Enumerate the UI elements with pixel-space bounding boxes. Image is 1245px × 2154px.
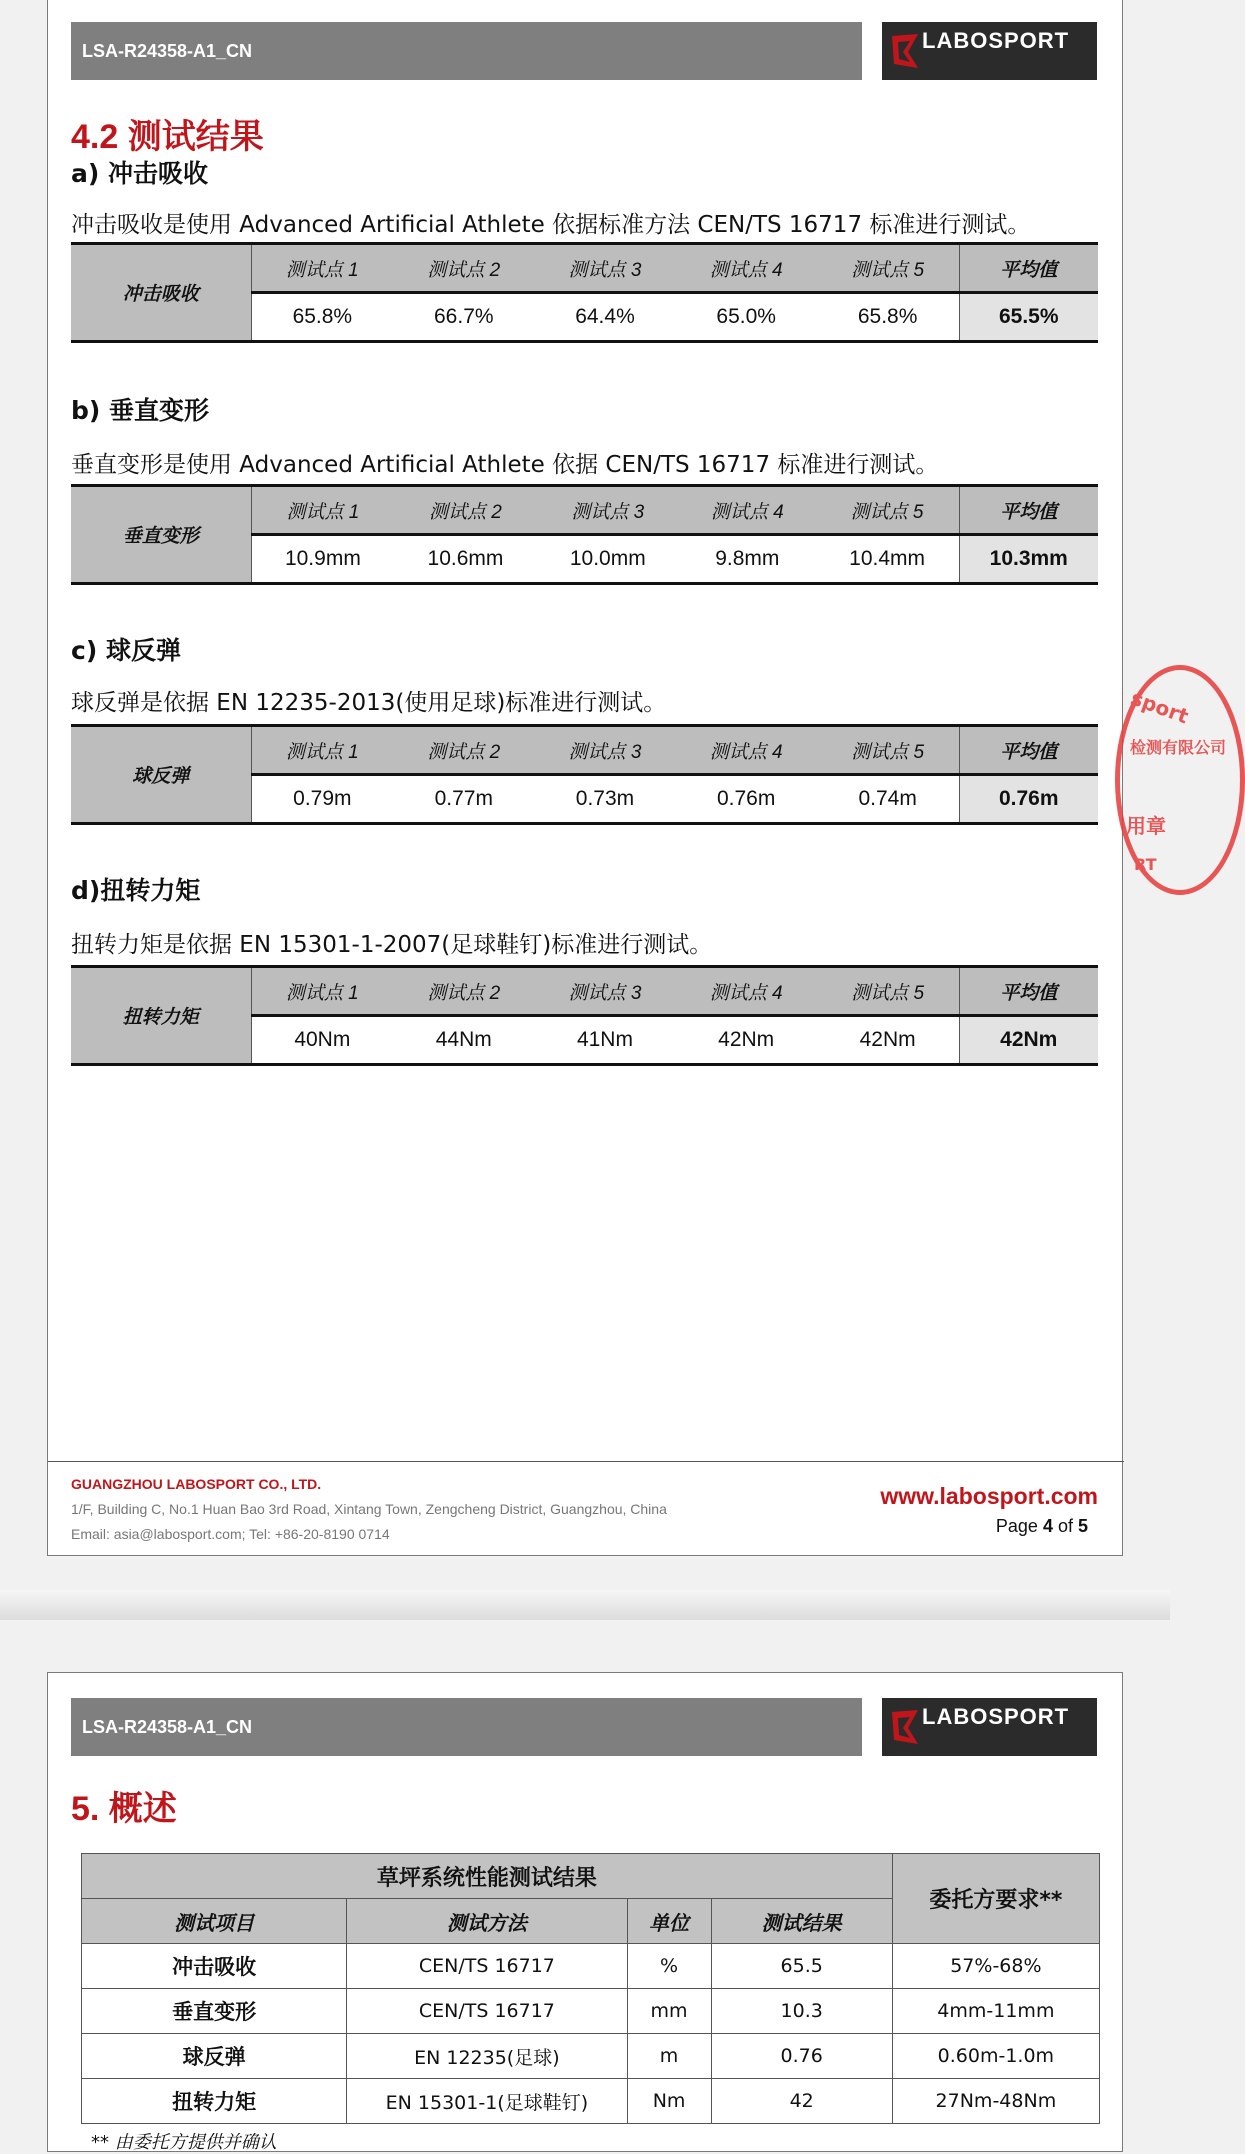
test-value: 66.7% (434, 305, 494, 328)
summary-table (81, 1853, 1100, 2124)
result: 10.3 (711, 1989, 892, 2034)
average-value: 10.3mm (959, 535, 1098, 584)
ball-rebound-table (71, 724, 1098, 825)
test-b-description: 垂直变形是使用 Advanced Artificial Athlete 依据 CEN/TS 16717 标准进行测试。 (71, 452, 939, 478)
test-c-description: 球反弹是依据 EN 12235-2013(使用足球)标准进行测试。 (71, 690, 667, 716)
shock-absorption-table (71, 242, 1098, 343)
test-item: 球反弹 (82, 2034, 347, 2079)
test-method: CEN/TS 16717 (347, 1989, 627, 2034)
test-value: 10.6mm (427, 547, 504, 570)
column-header: 测试点 4 (676, 967, 817, 1016)
page-number (996, 1516, 1088, 1537)
column-header: 测试点 2 (393, 967, 534, 1016)
summary-note: ** 由委托方提供并确认 (91, 2132, 277, 2153)
test-d-description: 扭转力矩是依据 EN 15301-1-2007(足球鞋钉)标准进行测试。 (71, 932, 713, 958)
test-value: 65.8% (857, 305, 918, 328)
report-page-4 (47, 0, 1123, 1556)
average-value: 42Nm (959, 1016, 1098, 1065)
rotational-resistance-table (71, 965, 1098, 1066)
column-header: 测试点 3 (537, 486, 679, 535)
column-header: 测试点 3 (534, 967, 675, 1016)
table-row (82, 2079, 1100, 2124)
test-c-title: c) 球反弹 (71, 636, 181, 665)
company-seal-stamp: sport 检测有限公司 用章 RT (1115, 665, 1245, 895)
average-header: 平均值 (959, 486, 1098, 535)
column-header: 测试结果 (711, 1899, 892, 1944)
unit: m (627, 2034, 711, 2079)
column-header: 测试点 2 (394, 486, 536, 535)
result: 42 (711, 2079, 892, 2124)
test-value: 10.0mm (569, 547, 646, 570)
test-b-title: b) 垂直变形 (71, 396, 210, 425)
footer-website-link[interactable]: www.labosport.com (880, 1483, 1098, 1509)
page-current: 4 (1042, 1516, 1053, 1536)
column-header: 测试点 3 (534, 244, 675, 293)
page-total: 5 (1077, 1516, 1088, 1536)
test-value: 0.77m (434, 787, 493, 810)
test-item: 扭转力矩 (82, 2079, 347, 2124)
vertical-deformation-table (71, 484, 1098, 585)
table-row (82, 1989, 1100, 2034)
column-header: 测试点 5 (817, 244, 959, 293)
test-value: 65.0% (716, 305, 776, 328)
test-item: 垂直变形 (82, 1989, 347, 2034)
column-header: 测试点 1 (251, 967, 393, 1016)
column-header: 测试点 5 (817, 726, 959, 775)
test-value: 42Nm (859, 1028, 916, 1051)
unit: % (627, 1944, 711, 1989)
test-value: 0.74m (858, 787, 917, 810)
requirement: 4mm-11mm (892, 1989, 1099, 2034)
column-header: 测试方法 (347, 1899, 627, 1944)
test-value: 41Nm (576, 1028, 633, 1051)
test-value: 0.76m (716, 787, 776, 810)
column-header: 测试点 2 (393, 726, 534, 775)
test-value: 9.8mm (715, 547, 780, 570)
column-header: 单位 (627, 1899, 711, 1944)
test-d-title: d)扭转力矩 (71, 876, 201, 905)
labosport-logo-icon (888, 1708, 922, 1746)
test-item: 冲击吸收 (82, 1944, 347, 1989)
column-header: 测试点 1 (251, 726, 393, 775)
average-value: 0.76m (959, 775, 1098, 824)
report-header-bar-2: LSA-R24358-A1_CN (71, 1698, 862, 1756)
column-header: 测试点 4 (676, 244, 817, 293)
average-header: 平均值 (959, 967, 1098, 1016)
test-value: 42Nm (718, 1028, 775, 1051)
average-value: 65.5% (959, 293, 1098, 342)
test-value: 64.4% (575, 305, 635, 328)
section-4-2-title: 4.2 测试结果 (71, 118, 264, 156)
column-header: 测试点 1 (251, 486, 394, 535)
column-header: 测试点 5 (817, 967, 959, 1016)
report-page-5 (47, 1672, 1123, 2152)
summary-table-title: 草坪系统性能测试结果 (82, 1854, 893, 1899)
requirement: 0.60m-1.0m (892, 2034, 1099, 2079)
labosport-logo (882, 22, 1097, 80)
column-header: 测试点 4 (676, 726, 817, 775)
test-method: EN 15301-1(足球鞋钉) (347, 2079, 627, 2124)
test-method: CEN/TS 16717 (347, 1944, 627, 1989)
test-value: 44Nm (435, 1028, 492, 1051)
average-header: 平均值 (959, 244, 1098, 293)
footer-contact: Email: asia@labosport.com; Tel: +86-20-8190 0714 (71, 1526, 390, 1542)
requirement: 57%-68% (892, 1944, 1099, 1989)
column-header: 测试点 3 (534, 726, 675, 775)
average-header: 平均值 (959, 726, 1098, 775)
column-header: 测试点 2 (393, 244, 534, 293)
test-a-description: 冲击吸收是使用 Advanced Artificial Athlete 依据标准方法 CEN/TS 16717 标准进行测试。 (71, 212, 1031, 238)
report-header-bar: LSA-R24358-A1_CN (71, 22, 862, 80)
test-value: 0.79m (293, 787, 352, 810)
labosport-logo-2 (882, 1698, 1097, 1756)
column-header: 测试项目 (82, 1899, 347, 1944)
column-header: 测试点 4 (679, 486, 816, 535)
test-method: EN 12235(足球) (347, 2034, 627, 2079)
table-row (82, 1944, 1100, 1989)
test-value: 40Nm (294, 1028, 351, 1051)
logo-text: LABOSPORT (922, 1704, 1070, 1729)
section-5-title: 5. 概述 (71, 1790, 177, 1828)
test-value: 10.9mm (284, 547, 361, 570)
page-mid: of (1052, 1516, 1078, 1536)
row-label: 球反弹 (71, 726, 251, 824)
row-label: 扭转力矩 (71, 967, 251, 1065)
row-label: 冲击吸收 (71, 244, 251, 342)
result: 0.76 (711, 2034, 892, 2079)
test-value: 0.73m (575, 787, 635, 810)
requirement-header: 委托方要求** (892, 1854, 1099, 1944)
requirement: 27Nm-48Nm (892, 2079, 1099, 2124)
test-a-title: a) 冲击吸收 (71, 159, 208, 188)
logo-text: LABOSPORT (922, 28, 1070, 53)
test-value: 10.4mm (849, 547, 926, 570)
table-row (82, 2034, 1100, 2079)
page-gap (0, 1590, 1170, 1620)
page-prefix: Page (995, 1516, 1043, 1536)
footer-company: GUANGZHOU LABOSPORT CO., LTD. (71, 1476, 322, 1492)
column-header: 测试点 1 (251, 244, 393, 293)
footer-address: 1/F, Building C, No.1 Huan Bao 3rd Road, Xintang Town, Zengcheng District, Guangzhou, China (71, 1501, 667, 1517)
footer-divider (48, 1461, 1124, 1462)
unit: Nm (627, 2079, 711, 2124)
row-label: 垂直变形 (71, 486, 251, 584)
unit: mm (627, 1989, 711, 2034)
labosport-logo-icon (888, 32, 922, 70)
column-header: 测试点 5 (816, 486, 959, 535)
result: 65.5 (711, 1944, 892, 1989)
test-value: 65.8% (292, 305, 353, 328)
